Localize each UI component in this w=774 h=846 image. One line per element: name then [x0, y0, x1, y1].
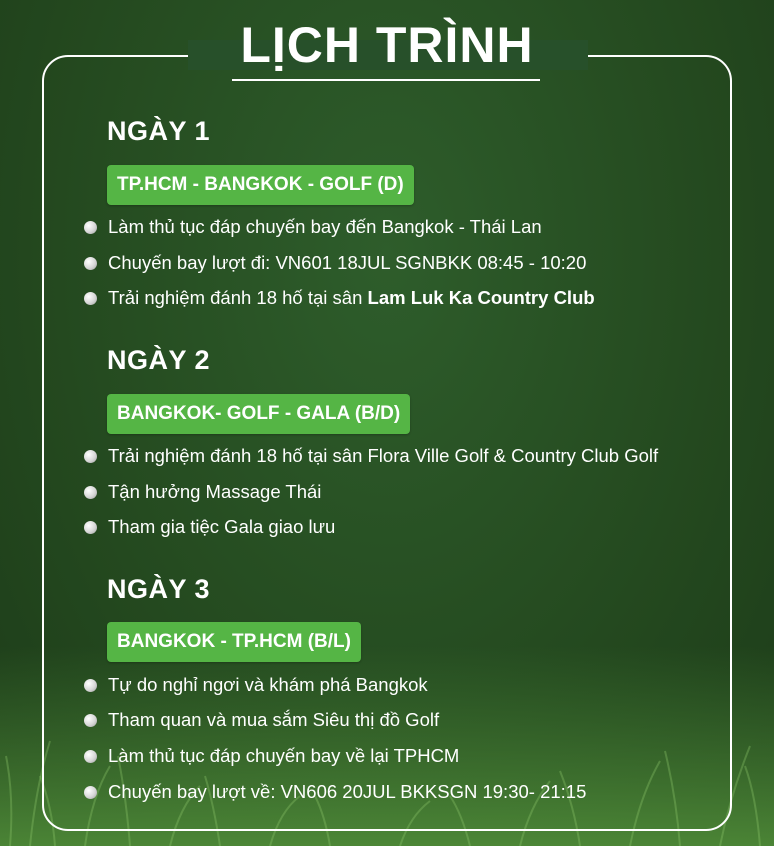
- bullet-icon: [84, 221, 97, 234]
- bullet-icon: [84, 292, 97, 305]
- page-title: LỊCH TRÌNH: [240, 17, 534, 73]
- list-item-text: Tự do nghỉ ngơi và khám phá Bangkok: [108, 674, 428, 695]
- bullet-icon: [84, 786, 97, 799]
- list-item: [84, 443, 658, 469]
- list-item-bold-text: Lam Luk Ka Country Club: [367, 287, 595, 308]
- list-item-text: Trải nghiệm đánh 18 hố tại sân Flora Ville Golf & Country Club Golf: [108, 445, 659, 466]
- list-item-text: Tham quan và mua sắm Siêu thị đồ Golf: [108, 709, 440, 730]
- list-item-text: Chuyến bay lượt đi: VN601 18JUL SGNBKK 08:45 - 10:20: [108, 252, 587, 273]
- list-item: [84, 214, 542, 240]
- day-1-route-badge: TP.HCM - BANGKOK - GOLF (D): [107, 165, 414, 205]
- list-item-text: Tận hưởng Massage Thái: [108, 481, 322, 502]
- title-underline: [232, 79, 540, 81]
- bullet-icon: [84, 714, 97, 727]
- day-1-heading: NGÀY 1: [107, 116, 211, 146]
- bullet-icon: [84, 450, 97, 463]
- bullet-icon: [84, 750, 97, 763]
- list-item: [84, 285, 595, 311]
- list-item-text: Chuyến bay lượt về: VN606 20JUL BKKSGN 19:30- 21:15: [108, 781, 587, 802]
- list-item-text: Làm thủ tục đáp chuyến bay đến Bangkok - Thái Lan: [108, 216, 542, 237]
- list-item-text: Tham gia tiệc Gala giao lưu: [108, 516, 336, 537]
- list-item: [84, 514, 335, 540]
- list-item: [84, 743, 459, 769]
- list-item-text: Làm thủ tục đáp chuyến bay về lại TPHCM: [108, 745, 460, 766]
- list-item: [84, 672, 428, 698]
- list-item: [84, 779, 586, 805]
- list-item: [84, 479, 321, 505]
- bullet-icon: [84, 486, 97, 499]
- list-item-text: Trải nghiệm đánh 18 hố tại sân: [108, 287, 368, 308]
- list-item: [84, 707, 439, 733]
- day-3-route-badge: BANGKOK - TP.HCM (B/L): [107, 622, 361, 662]
- day-2-heading: NGÀY 2: [107, 345, 211, 375]
- day-3-heading: NGÀY 3: [107, 574, 211, 604]
- list-item: [84, 250, 586, 276]
- bullet-icon: [84, 679, 97, 692]
- day-2-route-badge: BANGKOK- GOLF - GALA (B/D): [107, 394, 410, 434]
- bullet-icon: [84, 521, 97, 534]
- bullet-icon: [84, 257, 97, 270]
